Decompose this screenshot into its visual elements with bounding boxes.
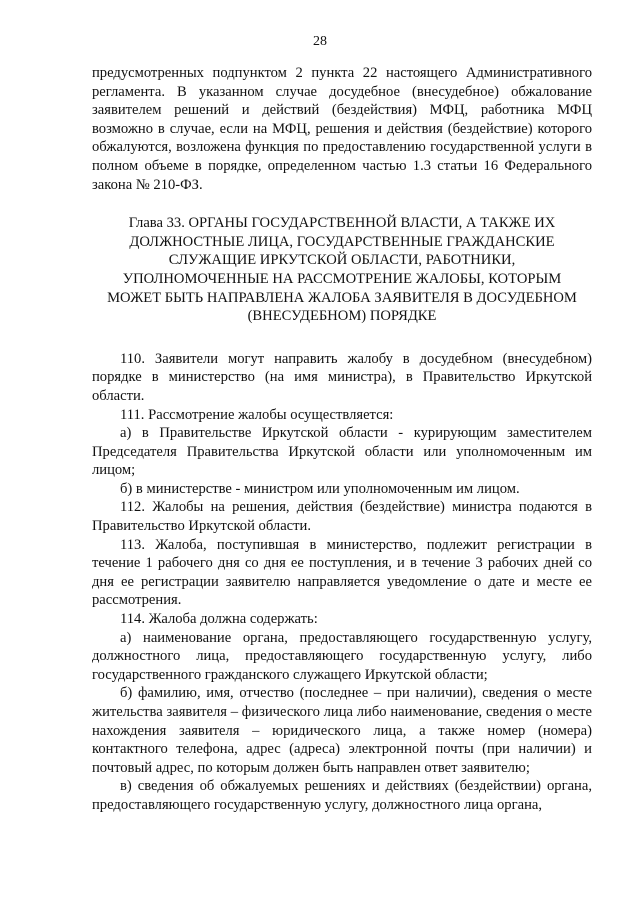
chapter-heading-line: ДОЛЖНОСТНЫЕ ЛИЦА, ГОСУДАРСТВЕННЫЕ ГРАЖДАНСКИЕ [129,233,555,250]
chapter-heading-line: УПОЛНОМОЧЕННЫЕ НА РАССМОТРЕНИЕ ЖАЛОБЫ, КОТОРЫМ [122,270,562,287]
page-number: 28 [313,34,327,49]
chapter-heading-line: Глава 33. ОРГАНЫ ГОСУДАРСТВЕННОЙ ВЛАСТИ, А ТАКЖЕ ИХ [128,215,556,232]
paragraph-111-b: б) в министерстве - министром или уполномоченным им лицом. [120,480,520,497]
paragraph-114: 114. Жалоба должна содержать: [120,611,318,628]
chapter-heading [92,214,592,326]
chapter-heading-line: МОЖЕТ БЫТЬ НАПРАВЛЕНА ЖАЛОБА ЗАЯВИТЕЛЯ В ДОСУДЕБНОМ [107,289,577,306]
paragraph-111-a: а) в Правительстве Иркутской области - курирующим заместителем Председателя Правительства Иркутской области или уполномоченным им лицом; [92,425,592,479]
paragraph-111: 111. Рассмотрение жалобы осуществляется: [120,406,394,423]
chapter-heading-line: (ВНЕСУДЕБНОМ) ПОРЯДКЕ [247,308,437,325]
paragraph-114-v: в) сведения об обжалуемых решениях и действиях (бездействии) органа, предоставляющего государственную услугу, должностного лица органа, [92,778,592,813]
paragraph-112: 112. Жалобы на решения, действия (бездействие) министра подаются в Правительство Иркутской области. [92,499,592,535]
paragraph-110: 110. Заявители могут направить жалобу в досудебном (внесудебном) порядке в министерство (на имя министра), в Правительство Иркутской области. [92,350,592,404]
document-body [92,64,592,815]
paragraph-113: 113. Жалоба, поступившая в министерство, подлежит регистрации в течение 1 рабочего дня со дня ее поступления, и в течение 3 рабочих дней со дня ее регистрации заявителю направляется уведомление о дате и месте ее рассмотрения. [92,536,592,609]
intro-paragraph: предусмотренных подпунктом 2 пункта 22 настоящего Административного регламента. В указанном случае досудебное (внесудебное) обжалование заявителем решений и действий (бездействия) МФЦ, работника МФЦ возможно в случае, если на МФЦ, решения и действия (бездействие) которого обжалуются, возложена функция по предоставлению государственной услуги в полном объеме в порядке, определенном частью 1.3 статьи 16 Федерального закона № 210-ФЗ. [92,65,592,193]
paragraph-114-a: а) наименование органа, предоставляющего государственную услугу, должностного лица, предоставляющего государственную услугу, либо государственного гражданского служащего Иркутской области; [92,629,592,683]
chapter-heading-line: СЛУЖАЩИЕ ИРКУТСКОЙ ОБЛАСТИ, РАБОТНИКИ, [168,252,516,269]
paragraph-114-b: б) фамилию, имя, отчество (последнее – при наличии), сведения о месте жительства заявителя – физического лица либо наименование, сведения о месте нахождения заявителя – юридического лица, а также номер (номера) контактного телефона, адрес (адреса) электронной почты (при наличии) и почтовый адрес, по которым должен быть направлен ответ заявителю; [92,685,592,776]
